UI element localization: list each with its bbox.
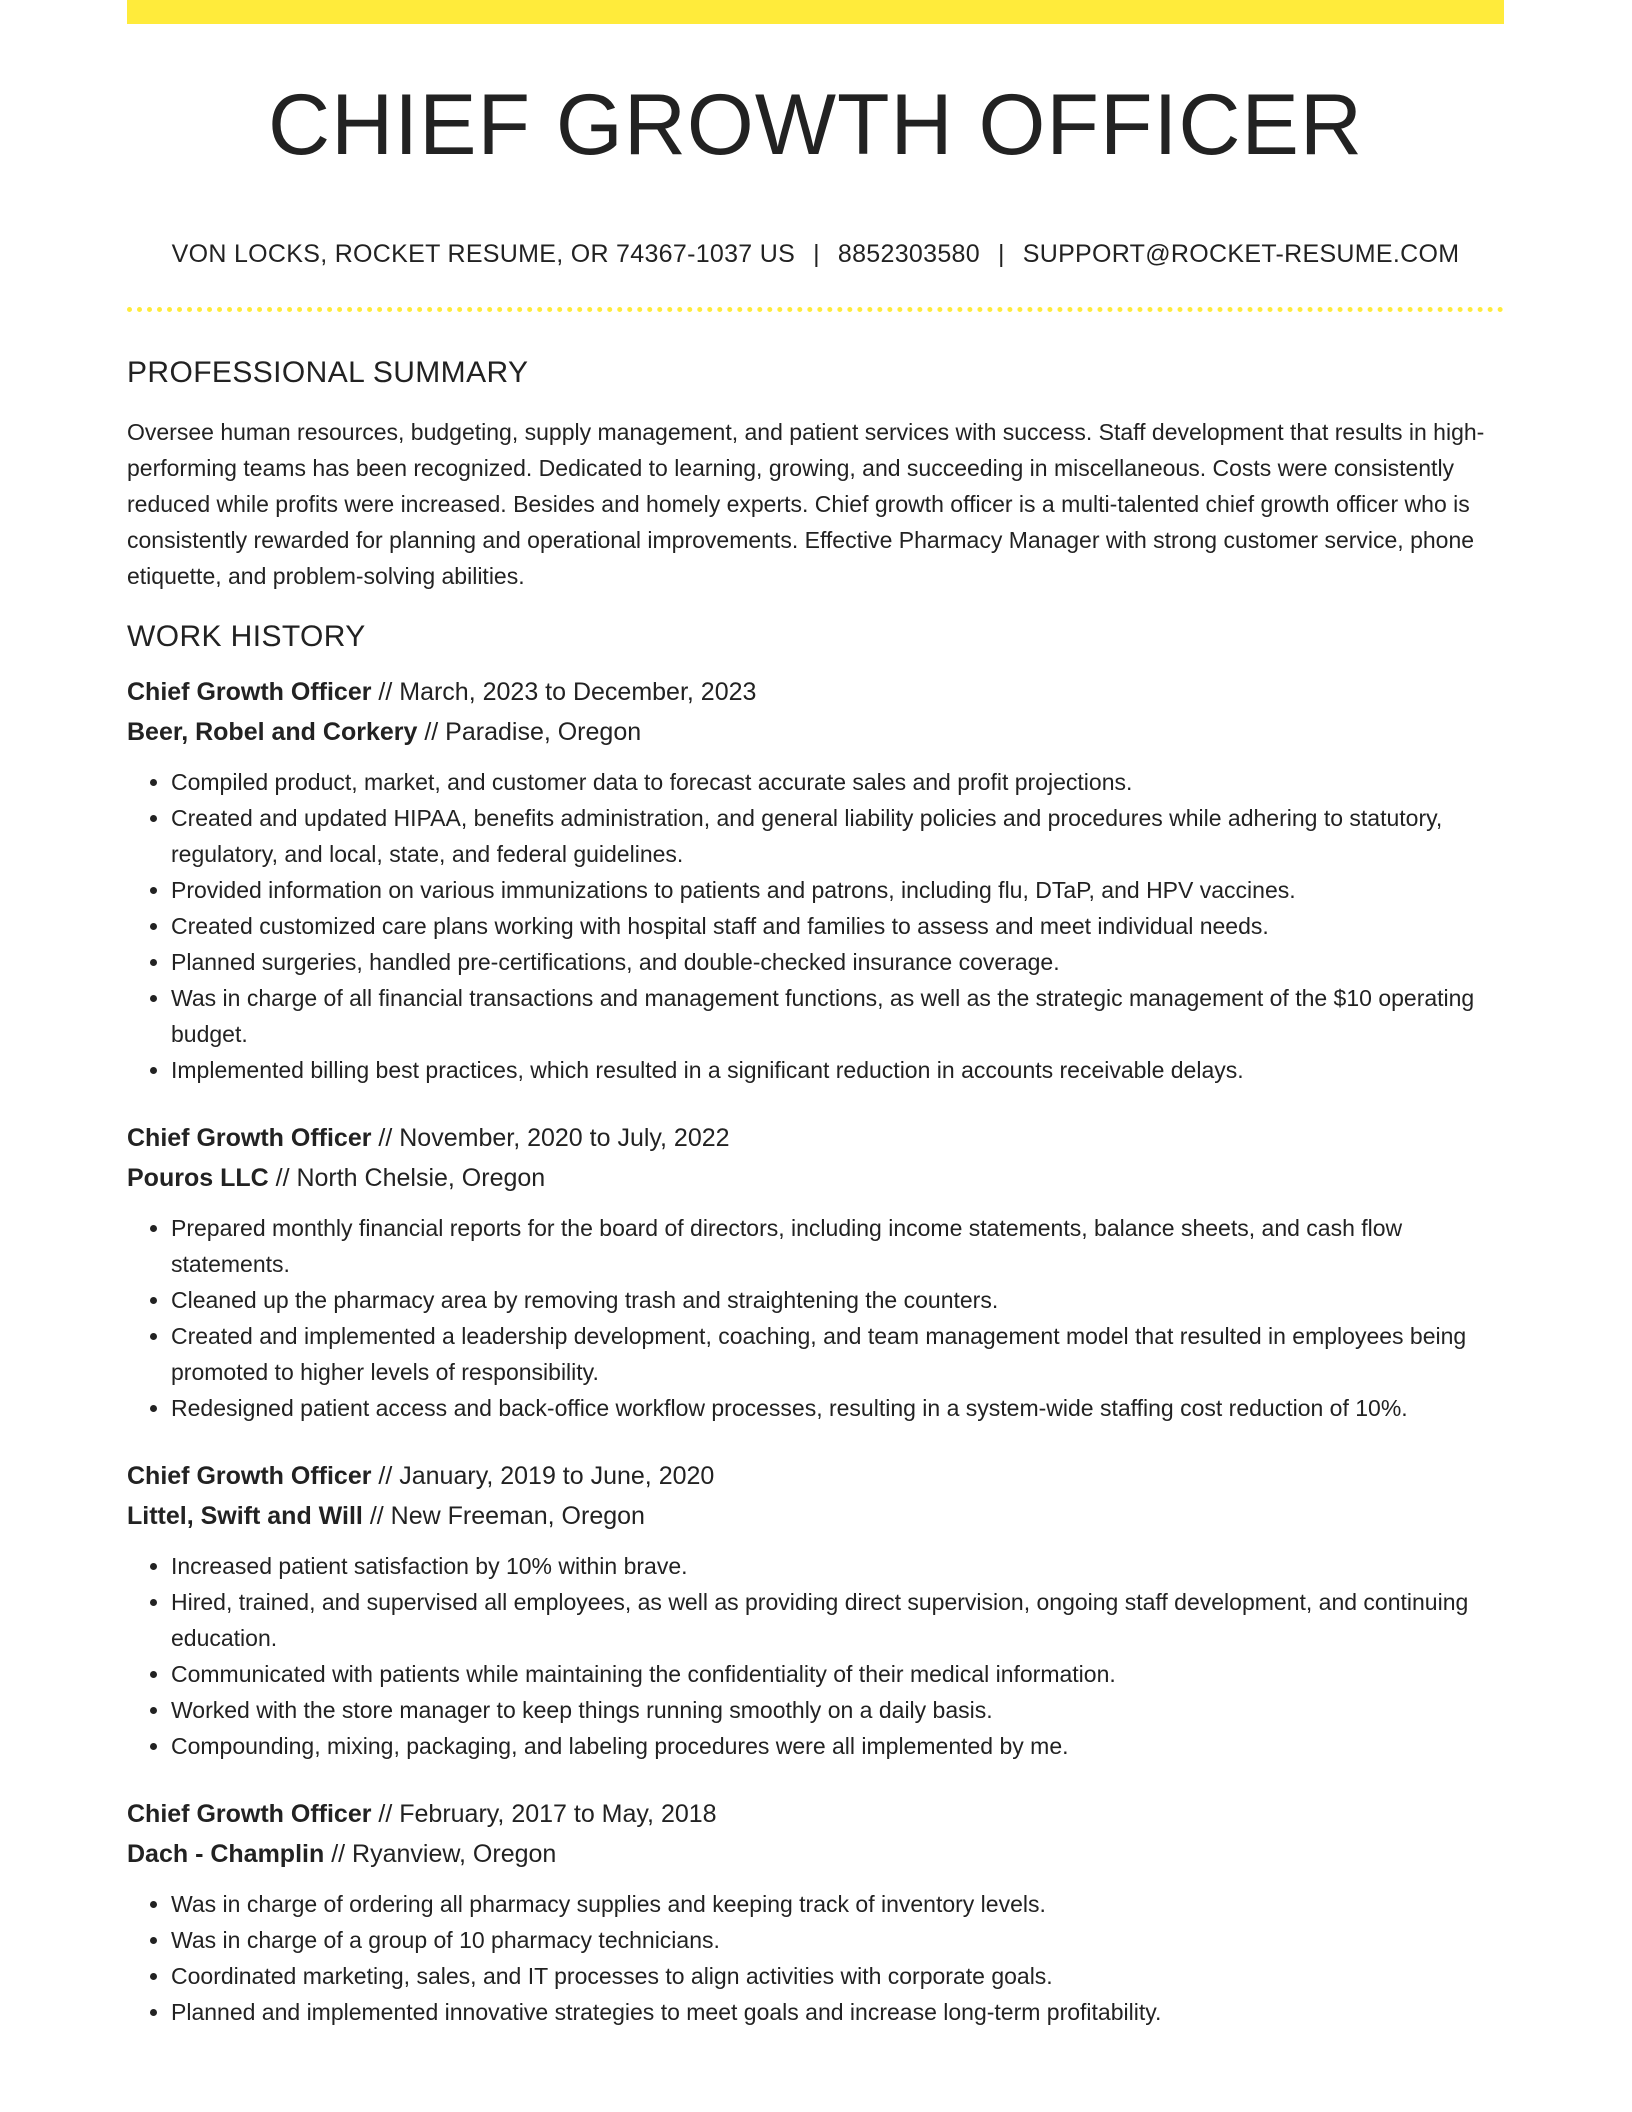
job-dates: // February, 2017 to May, 2018 xyxy=(371,1800,717,1828)
job-company-line xyxy=(127,1496,1504,1536)
job-company: Dach - Champlin xyxy=(127,1840,325,1868)
job-bullet: • Provided information on various immunizations to patients and patrons, including flu, DTaP, and HPV vaccines. xyxy=(171,872,1504,908)
job-bullet: • Communicated with patients while maintaining the confidentiality of their medical information. xyxy=(171,1656,1504,1692)
work-history-heading: WORK HISTORY xyxy=(127,620,366,653)
job-location: // Ryanview, Oregon xyxy=(324,1840,557,1868)
job-company-line xyxy=(127,1158,1504,1198)
job-bullet: • Compounding, mixing, packaging, and labeling procedures were all implemented by me. xyxy=(171,1728,1504,1764)
job-bullets xyxy=(127,1210,1504,1426)
summary-text: Oversee human resources, budgeting, supply management, and patient services with success. Staff development that results in high-performing teams has been recognized. Dedicated to learning, growing, and succeeding in miscellaneous. Costs were consistently reduced while profits were increased. Besides and homely experts. Chief growth officer is a multi-talented chief growth officer who is consistently rewarded for planning and operational improvements. Effective Pharmacy Manager with strong customer service, phone etiquette, and problem-solving abilities. xyxy=(127,419,1485,589)
job-bullet: • Was in charge of a group of 10 pharmacy technicians. xyxy=(171,1922,1504,1958)
job-bullet: • Redesigned patient access and back-office workflow processes, resulting in a system-wide staffing cost reduction of 10%. xyxy=(171,1390,1504,1426)
job-bullet: • Created and updated HIPAA, benefits administration, and general liability policies and procedures while adhering to statutory, regulatory, and local, state, and federal guidelines. xyxy=(171,800,1504,872)
job-company: Pouros LLC xyxy=(127,1164,269,1192)
job-company: Beer, Robel and Corkery xyxy=(127,718,418,746)
job-entry xyxy=(127,672,1504,1088)
phone: 8852303580 xyxy=(837,240,980,268)
dotted-divider xyxy=(127,307,1504,312)
job-location: // New Freeman, Oregon xyxy=(362,1502,645,1530)
job-dates: // January, 2019 to June, 2020 xyxy=(371,1462,715,1490)
job-location: // North Chelsie, Oregon xyxy=(268,1164,546,1192)
job-bullet: • Prepared monthly financial reports for the board of directors, including income statements, balance sheets, and cash flow statements. xyxy=(171,1210,1504,1282)
job-bullet: • Cleaned up the pharmacy area by removing trash and straightening the counters. xyxy=(171,1282,1504,1318)
address: VON LOCKS, ROCKET RESUME, OR 74367-1037 US xyxy=(171,240,796,268)
job-company: Littel, Swift and Will xyxy=(127,1502,363,1530)
job-bullet: • Implemented billing best practices, which resulted in a significant reduction in accounts receivable delays. xyxy=(171,1052,1504,1088)
job-dates: // November, 2020 to July, 2022 xyxy=(371,1124,730,1152)
job-bullet: • Was in charge of all financial transactions and management functions, as well as the strategic management of the $10 operating budget. xyxy=(171,980,1504,1052)
job-entry xyxy=(127,1118,1504,1426)
job-title-line xyxy=(127,672,1504,712)
job-title: Chief Growth Officer xyxy=(127,1800,372,1828)
job-title: Chief Growth Officer xyxy=(127,1462,372,1490)
job-company-line xyxy=(127,1834,1504,1874)
job-bullet: • Created customized care plans working with hospital staff and families to assess and meet individual needs. xyxy=(171,908,1504,944)
job-title: Chief Growth Officer xyxy=(127,1124,372,1152)
job-bullet: • Created and implemented a leadership development, coaching, and team management model that resulted in employees being promoted to higher levels of responsibility. xyxy=(171,1318,1504,1390)
job-bullet: • Worked with the store manager to keep things running smoothly on a daily basis. xyxy=(171,1692,1504,1728)
job-title-line xyxy=(127,1794,1504,1834)
top-accent-bar xyxy=(127,0,1504,24)
page-title: CHIEF GROWTH OFFICER xyxy=(268,77,1363,173)
job-entry xyxy=(127,1794,1504,2030)
job-bullets xyxy=(127,1548,1504,1764)
job-location: // Paradise, Oregon xyxy=(417,718,642,746)
contact-line xyxy=(127,240,1504,269)
job-bullet: • Planned surgeries, handled pre-certifications, and double-checked insurance coverage. xyxy=(171,944,1504,980)
summary-heading: PROFESSIONAL SUMMARY xyxy=(127,356,529,389)
job-bullet: • Hired, trained, and supervised all employees, as well as providing direct supervision, ongoing staff development, and continuing education. xyxy=(171,1584,1504,1656)
email: SUPPORT@ROCKET-RESUME.COM xyxy=(1022,240,1460,268)
job-title-line xyxy=(127,1118,1504,1158)
job-company-line xyxy=(127,712,1504,752)
resume-page xyxy=(127,0,1504,2030)
separator: | xyxy=(813,240,820,268)
job-title: Chief Growth Officer xyxy=(127,678,372,706)
job-bullet: • Increased patient satisfaction by 10% within brave. xyxy=(171,1548,1504,1584)
job-dates: // March, 2023 to December, 2023 xyxy=(371,678,757,706)
work-history-list xyxy=(127,672,1504,2030)
job-bullet: • Compiled product, market, and customer data to forecast accurate sales and profit projections. xyxy=(171,764,1504,800)
job-bullet: • Planned and implemented innovative strategies to meet goals and increase long-term profitability. xyxy=(171,1994,1504,2030)
job-bullet: • Coordinated marketing, sales, and IT processes to align activities with corporate goals. xyxy=(171,1958,1504,1994)
job-bullets xyxy=(127,764,1504,1088)
job-entry xyxy=(127,1456,1504,1764)
separator: | xyxy=(997,240,1005,268)
job-title-line xyxy=(127,1456,1504,1496)
job-bullet: • Was in charge of ordering all pharmacy supplies and keeping track of inventory levels. xyxy=(171,1886,1504,1922)
job-bullets xyxy=(127,1886,1504,2030)
